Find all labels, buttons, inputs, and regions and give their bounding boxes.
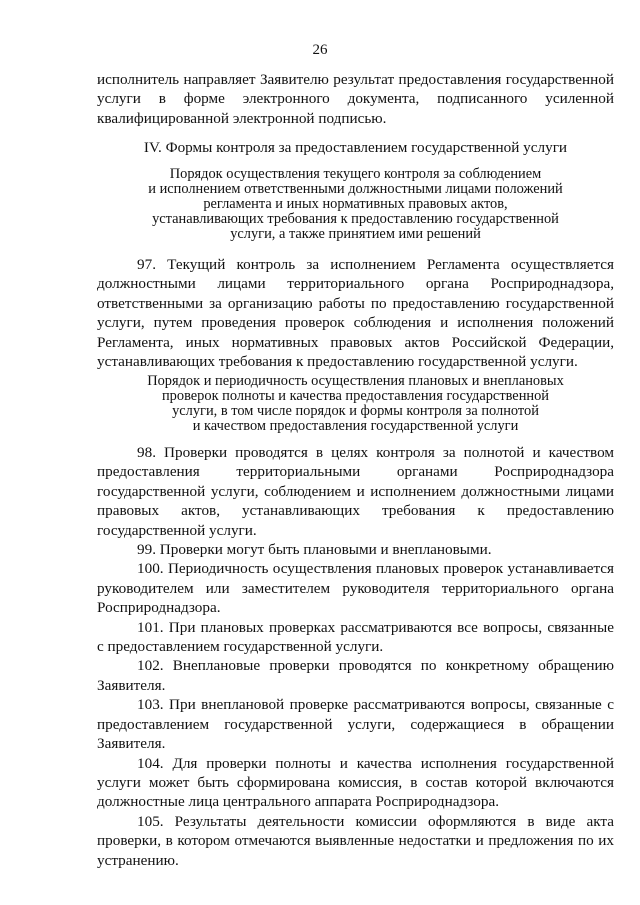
subheading-line: Порядок и периодичность осуществления плановых и внеплановых <box>147 373 564 389</box>
paragraph-98: 98. Проверки проводятся в целях контроля за полнотой и качеством предоставления территориальными органами Росприроднадзора государственной услуги, соблюдением и исполнением должностными лицами правовых актов, устанавливающих требования к предоставлению государственной услуги. <box>97 444 614 539</box>
subheading-line: регламента и иных нормативных правовых актов, <box>203 196 508 212</box>
intro-paragraph-block <box>97 70 614 128</box>
paragraph-99: 99. Проверки могут быть плановыми и внеплановыми. <box>137 541 492 559</box>
subheading-line: Порядок осуществления текущего контроля за соблюдением <box>169 166 542 182</box>
paragraph-101: 101. При плановых проверках рассматриваются все вопросы, связанные с предоставлением государственной услуги. <box>97 618 614 656</box>
subheading-line: и качеством предоставления государственной услуги <box>192 418 519 434</box>
paragraph-100: 100. Периодичность осуществления плановых проверок устанавливается руководителем или заместителем руководителя территориального органа Росприроднадзора. <box>97 560 614 617</box>
paragraph-102: 102. Внеплановые проверки проводятся по конкретному обращению Заявителя. <box>97 657 614 694</box>
paragraph-105: 105. Результаты деятельности комиссии оформляются в виде акта проверки, в котором отмечаются выявленные недостатки и предложения по их устранению. <box>97 812 614 869</box>
section-title: IV. Формы контроля за предоставлением государственной услуги <box>143 139 568 156</box>
subheading-line: услуги, в том числе порядок и формы контроля за полнотой <box>172 403 539 419</box>
subheading-line: устанавливающих требования к предоставлению государственной <box>152 211 559 227</box>
subheading-line: услуги, а также принятием ими решений <box>230 226 481 242</box>
paragraphs-98-105-block <box>97 443 614 870</box>
paragraph-97-block <box>97 255 614 371</box>
paragraph-97: 97. Текущий контроль за исполнением Регламента осуществляется должностными лицами территориального органа Росприроднадзора, ответственными за организацию работы по предоставлению государственной услуги, путем проведения проверок соблюдения и исполнения положений Регламента, иных нормативных правовых актов Российской Федерации, устанавливающих требования к предоставлению государственной услуги. <box>97 256 614 371</box>
paragraph-104: 104. Для проверки полноты и качества исполнения государственной услуги может быть сформирована комиссия, в состав которой включаются должностные лица центрального аппарата Росприроднадзора. <box>97 754 614 811</box>
page-number: 26 <box>312 42 328 58</box>
paragraph-intro: исполнитель направляет Заявителю результат предоставления государственной услуги в форме электронного документа, подписанного усиленной квалифицированной электронной подписью. <box>97 71 614 127</box>
subheading-line: и исполнением ответственными должностными лицами положений <box>148 181 563 197</box>
subheading-current-control <box>97 167 614 242</box>
subheading-line: проверок полноты и качества предоставления государственной <box>161 388 549 404</box>
subheading-inspections <box>97 374 614 434</box>
paragraph-103: 103. При внеплановой проверке рассматриваются вопросы, связанные с предоставлением государственной услуги, содержащиеся в обращении Заявителя. <box>97 696 614 753</box>
